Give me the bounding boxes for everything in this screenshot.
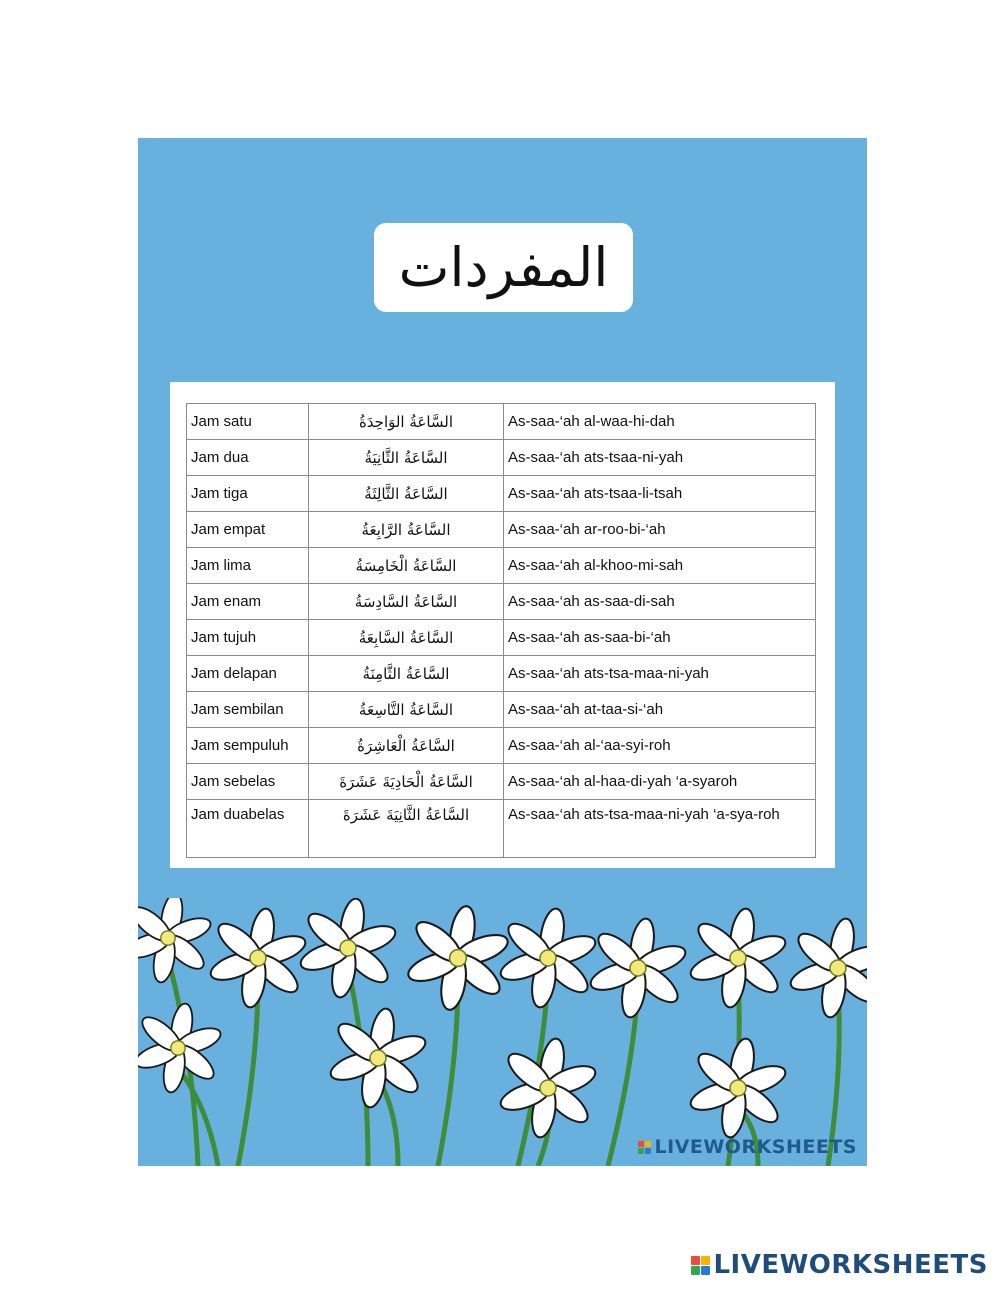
arabic-cell: السَّاعَةُ الثَّانِيَةَ عَشَرَةَ: [309, 800, 504, 858]
vocabulary-panel: [170, 382, 835, 868]
malay-cell: Jam lima: [187, 548, 309, 584]
malay-cell: Jam sempuluh: [187, 728, 309, 764]
arabic-cell: السَّاعَةُ السَّابِعَةُ: [309, 620, 504, 656]
flower-center: [830, 960, 846, 976]
flower: [138, 898, 214, 984]
liveworksheets-logo-inner: [638, 1136, 857, 1158]
brand-text: LIVEWORKSHEETS: [654, 1136, 857, 1158]
malay-cell: Jam tiga: [187, 476, 309, 512]
transliteration-cell: As-saa-‘ah ats-tsaa-li-tsah: [504, 476, 816, 512]
table-row: [187, 440, 816, 476]
vocabulary-table: [186, 403, 816, 858]
transliteration-cell: As-saa-‘ah al-haa-di-yah ‘a-syaroh: [504, 764, 816, 800]
flower-center: [540, 1080, 556, 1096]
transliteration-cell: As-saa-‘ah al-‘aa-syi-roh: [504, 728, 816, 764]
malay-cell: Jam tujuh: [187, 620, 309, 656]
flower: [497, 907, 598, 1009]
transliteration-cell: As-saa-‘ah as-saa-bi-‘ah: [504, 620, 816, 656]
flower-center: [730, 950, 746, 966]
liveworksheets-icon: [691, 1256, 710, 1275]
arabic-cell: السَّاعَةُ الرَّابِعَةُ: [309, 512, 504, 548]
flower: [297, 898, 398, 999]
table-row: [187, 656, 816, 692]
malay-cell: Jam enam: [187, 584, 309, 620]
table-row: [187, 764, 816, 800]
table-row: [187, 476, 816, 512]
flower: [497, 1037, 598, 1139]
transliteration-cell: As-saa-‘ah al-waa-hi-dah: [504, 404, 816, 440]
transliteration-cell: As-saa-‘ah al-khoo-mi-sah: [504, 548, 816, 584]
flower-illustration: [138, 898, 867, 1166]
arabic-cell: السَّاعَةُ الْعَاشِرَةُ: [309, 728, 504, 764]
flower-center: [171, 1041, 185, 1055]
flower: [327, 1007, 428, 1109]
transliteration-cell: As-saa-‘ah ar-roo-bi-‘ah: [504, 512, 816, 548]
flower-center: [730, 1080, 746, 1096]
transliteration-cell: As-saa-‘ah ats-tsa-maa-ni-yah ‘a-sya-roh: [504, 800, 816, 858]
flower: [687, 907, 788, 1009]
page-title: المفردات: [398, 236, 609, 299]
title-box: [374, 223, 633, 312]
arabic-cell: السَّاعَةُ الوَاحِدَةُ: [309, 404, 504, 440]
flower-center: [161, 931, 175, 945]
transliteration-cell: As-saa-‘ah ats-tsa-maa-ni-yah: [504, 656, 816, 692]
table-row: [187, 584, 816, 620]
flower: [687, 1037, 788, 1139]
liveworksheets-icon: [638, 1141, 651, 1154]
arabic-cell: السَّاعَةُ الثَّالِثَةُ: [309, 476, 504, 512]
flower: [405, 904, 512, 1011]
table-row: [187, 692, 816, 728]
flower-center: [250, 950, 266, 966]
malay-cell: Jam sebelas: [187, 764, 309, 800]
table-row: [187, 728, 816, 764]
malay-cell: Jam empat: [187, 512, 309, 548]
brand-text: LIVEWORKSHEETS: [713, 1250, 988, 1280]
flower: [787, 917, 867, 1019]
malay-cell: Jam duabelas: [187, 800, 309, 858]
flower: [138, 1002, 224, 1094]
arabic-cell: السَّاعَةُ الثَّانِيَةُ: [309, 440, 504, 476]
flower-center: [340, 940, 356, 956]
table-row: [187, 404, 816, 440]
arabic-cell: السَّاعَةُ الثَّامِنَةُ: [309, 656, 504, 692]
malay-cell: Jam delapan: [187, 656, 309, 692]
flower-center: [370, 1050, 386, 1066]
malay-cell: Jam satu: [187, 404, 309, 440]
malay-cell: Jam dua: [187, 440, 309, 476]
flower-center: [540, 950, 556, 966]
vocabulary-table-body: [187, 404, 816, 858]
transliteration-cell: As-saa-‘ah at-taa-si-‘ah: [504, 692, 816, 728]
transliteration-cell: As-saa-‘ah as-saa-di-sah: [504, 584, 816, 620]
table-row: [187, 620, 816, 656]
malay-cell: Jam sembilan: [187, 692, 309, 728]
arabic-cell: السَّاعَةُ التَّاسِعَةُ: [309, 692, 504, 728]
arabic-cell: السَّاعَةُ الْخَامِسَةُ: [309, 548, 504, 584]
worksheet-poster: [138, 138, 867, 1166]
table-row: [187, 512, 816, 548]
flower: [207, 907, 308, 1009]
arabic-cell: السَّاعَةُ الْحَادِيَةَ عَشَرَةَ: [309, 764, 504, 800]
flower-center: [630, 960, 646, 976]
table-row: [187, 548, 816, 584]
flower: [587, 917, 688, 1019]
table-row: [187, 800, 816, 858]
liveworksheets-logo: [691, 1250, 988, 1280]
flower-center: [450, 950, 467, 967]
arabic-cell: السَّاعَةُ السَّادِسَةُ: [309, 584, 504, 620]
transliteration-cell: As-saa-‘ah ats-tsaa-ni-yah: [504, 440, 816, 476]
